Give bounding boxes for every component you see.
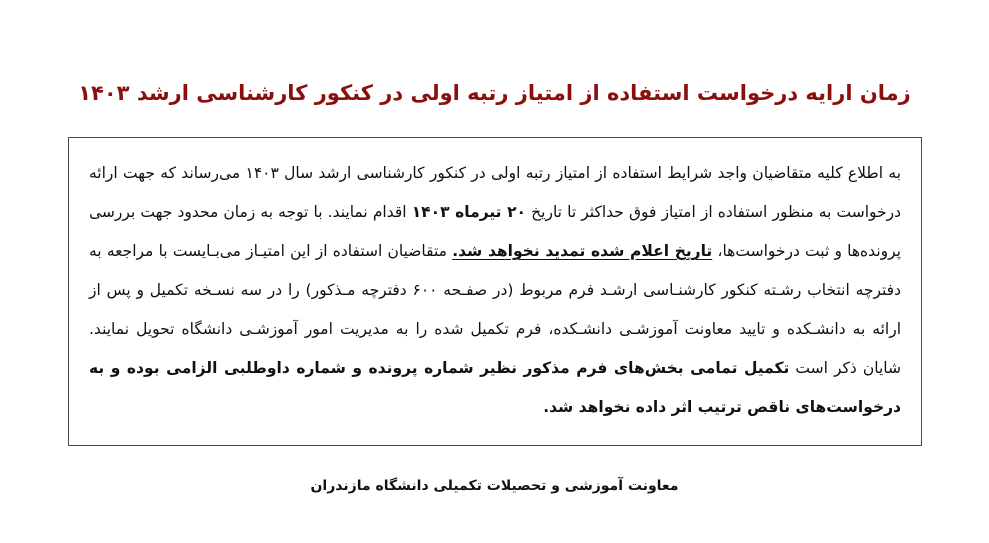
notice-segment: ۲۰ تیرماه ۱۴۰۳ [411, 203, 527, 221]
page-title: زمان ارایه درخواست استفاده از امتیاز رتبه اولی در کنکور کارشناسی ارشد ۱۴۰۳ [78, 81, 911, 106]
notice-segment: تاریخ اعلام شده تمدید نخواهد شد. [452, 242, 713, 260]
notice-body [89, 154, 901, 427]
notice-segment: متقاضیان استفاده از این امتیـاز می‌بـایست با مراجعه به دفترچه انتخاب رشـته کنکور کارشنـاسی ارشـد فرم مربوط (در صفـحه ۶۰۰ دفترچه مـذکور) را در سه نسـخه تکمیل و پس از ارائه به دانشـکده و تایید معاونت آموزشـی دانشـکده، فرم تکمیل شده را به مدیریت امور آموزشـی دانشگاه تحویل نمایند. شایان ذکر است [89, 242, 901, 377]
notice-segment: اقدام نمایند. با توجه به زمان محدود جهت بررسی پرونده‌ها و ثبت درخواست‌ها، [89, 203, 901, 260]
document-footer: معاونت آموزشی و تحصیلات تکمیلی دانشگاه مازندران [310, 478, 679, 494]
notice-segment: تکمیل تمامی بخش‌های فرم مذکور نظیر شماره پرونده و شماره داوطلبی الزامی بوده و به درخواست‌های ناقص ترتیب اثر داده نخواهد شد. [89, 359, 901, 416]
notice-segment: به اطلاع کلیه متقاضیان واجد شرایط استفاده از امتیاز رتبه اولی در کنکور کارشناسی ارشد سال ۱۴۰۳ می‌رساند که جهت ارائه درخواست به منظور استفاده از امتیاز فوق حداکثر تا تاریخ [89, 164, 902, 221]
notice-box [68, 137, 922, 446]
